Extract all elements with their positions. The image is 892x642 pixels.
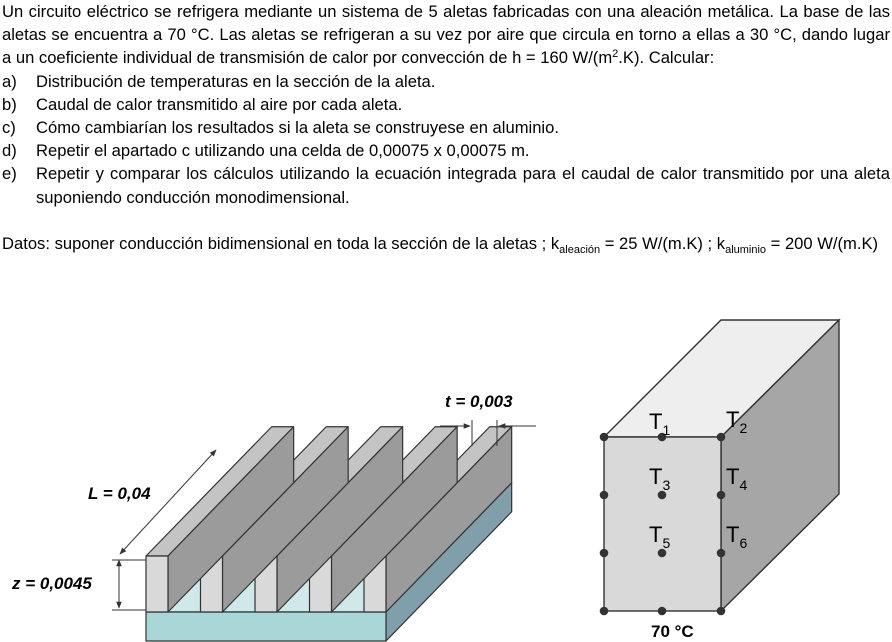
node-label-t3: $T_3$ (649, 464, 671, 493)
fin-section-figure (600, 320, 839, 641)
data-statement: Datos: suponer conducción bidimensional en toda la sección de la aletas ; $k_{aleación} = 25$ W/(m.K) ; $k_{aluminio} = 200$ W/(m.K) (2, 233, 879, 256)
thickness-label: t = 0,003 (445, 392, 513, 411)
node-label-t5: $T_5$ (649, 522, 671, 551)
fin-front-face (146, 556, 168, 612)
task-item-e: e) Repetir y comparar los cálculos utilizando la ecuación integrada para el caudal de calor transmitido por una aleta suponiendo conducción monodimensional. (2, 164, 890, 207)
node-dot (717, 491, 726, 500)
node-dot (717, 549, 726, 558)
heatsink-figure (146, 427, 512, 641)
problem-intro: Un circuito eléctrico se refrigera mediante un sistema de 5 aletas fabricadas con una aleación metálica. La base de las aletas se encuentra a 70 °C. Las aletas se refrigeran a su vez por aire que circula en torno a ellas a 30 °C, dando lugar a un coeficiente individual de transmisión de calor por convección de h = 160 $W/(m^2.K)$. Calcular: (2, 2, 890, 68)
node-dot (717, 607, 726, 616)
base-front-face (146, 612, 386, 641)
node-label-t6: $T_6$ (726, 522, 748, 551)
section-front-face (604, 437, 721, 611)
node-label-t2: $T_2$ (726, 407, 748, 436)
task-item-b: b) Caudal de calor transmitido al aire por cada aleta. (2, 94, 403, 114)
node-dot (717, 433, 726, 442)
node-dot (658, 607, 667, 616)
task-item-a: a) Distribución de temperaturas en la sección de la aleta. (2, 71, 436, 91)
base-temperature-label: 70 °C (651, 622, 694, 641)
task-item-c: c) Cómo cambiarían los resultados si la aleta se construyese en aluminio. (2, 118, 559, 138)
node-dot (600, 433, 609, 442)
height-label: z = 0,0045 (12, 574, 92, 593)
node-dot (600, 607, 609, 616)
node-dot (600, 549, 609, 558)
node-label-t4: $T_4$ (726, 464, 748, 493)
node-dot (600, 491, 609, 500)
task-item-d: d) Repetir el apartado c utilizando una celda de 0,00075 x 0,00075 m. (2, 141, 530, 161)
length-label: L = 0,04 (88, 484, 151, 503)
node-label-t1: $T_1$ (649, 409, 671, 438)
